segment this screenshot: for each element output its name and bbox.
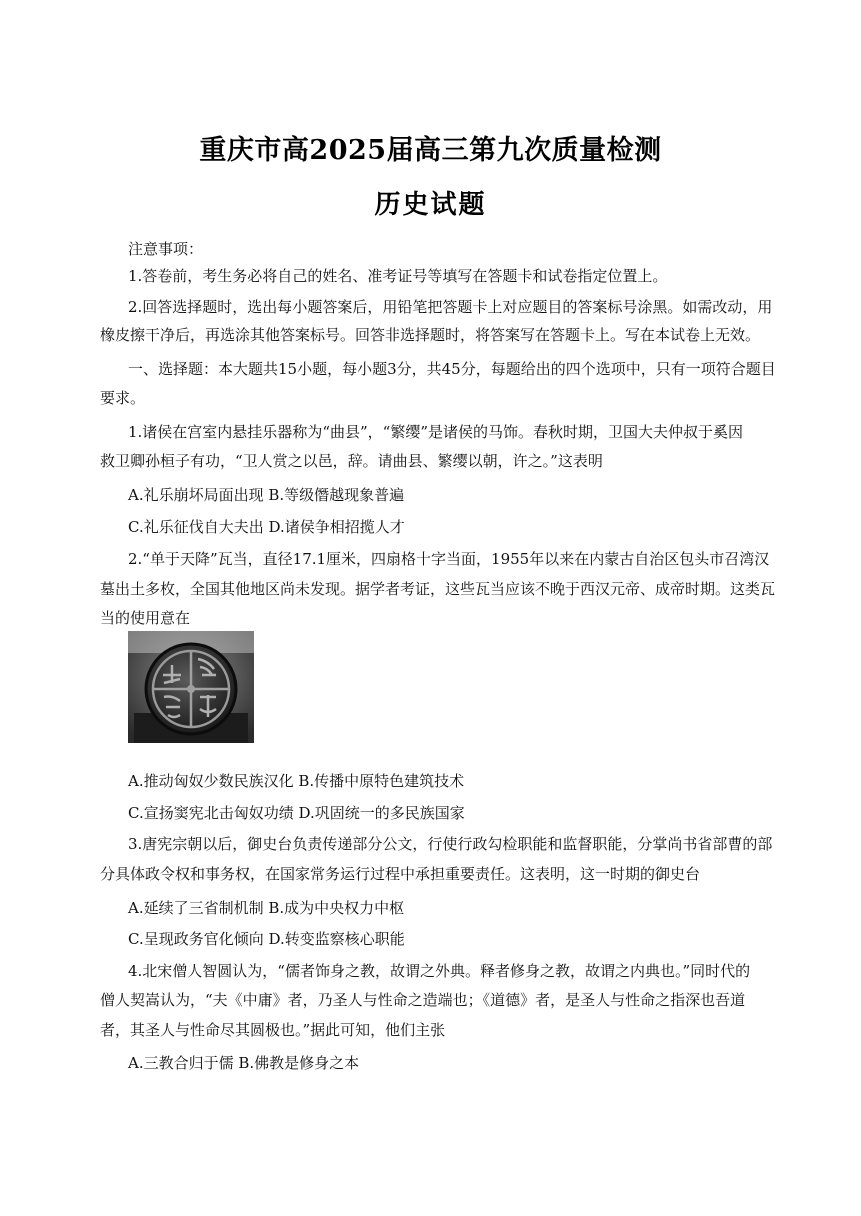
q3-options-ab: A.延续了三省制机制 B.成为中央权力中枢 xyxy=(128,899,405,917)
q1-options-ab: A.礼乐崩坏局面出现 B.等级僭越现象普遍 xyxy=(128,486,405,504)
notice-item-2-line-1: 2.回答选择题时，选出每小题答案后，用铅笔把答题卡上对应题目的答案标号涂黑。如需改动，用 xyxy=(128,298,773,316)
notice-item-1: 1.答卷前，考生务必将自己的姓名、准考证号等填写在答题卡和试卷指定位置上。 xyxy=(128,267,668,285)
q1-stem-line-2: 救卫卿孙桓子有功，“卫人赏之以邑，辞。请曲县、繁缨以朝，许之。”这表明 xyxy=(100,452,603,470)
exam-subtitle: 历史试题 xyxy=(374,190,487,220)
q3-stem-line-2: 分具体政令权和事务权，在国家常务运行过程中承担重要责任。这表明，这一时期的御史台 xyxy=(100,865,701,883)
notice-heading: 注意事项： xyxy=(128,240,204,258)
q3-stem-line-1: 3.唐宪宗朝以后，御史台负责传递部分公文，行使行政勾检职能和监督职能，分掌尚书省部曹的部 xyxy=(128,835,773,853)
q4-stem-line-2: 僧人契嵩认为，“夫《中庸》者，乃圣人与性命之造端也；《道德》者，是圣人与性命之指深也吾道 xyxy=(100,991,746,1009)
q2-stem-line-3: 当的使用意在 xyxy=(100,609,191,627)
q1-stem-line-1: 1.诸侯在宫室内悬挂乐器称为“曲县”，“繁缨”是诸侯的马饰。春秋时期，卫国大夫仲叔于奚因 xyxy=(128,423,743,441)
roof-tile-end-image xyxy=(128,631,254,743)
q4-options-ab: A.三教合归于儒 B.佛教是修身之本 xyxy=(128,1054,360,1072)
section-heading-line-1: 一、选择题：本大题共15小题，每小题3分，共45分，每题给出的四个选项中，只有一项符合题目 xyxy=(128,360,776,378)
q2-options-ab: A.推动匈奴少数民族汉化 B.传播中原特色建筑技术 xyxy=(128,772,465,790)
exam-title: 重庆市高2025届高三第九次质量检测 xyxy=(199,135,662,166)
q3-options-cd: C.呈现政务官化倾向 D.转变监察核心职能 xyxy=(128,930,405,948)
q1-options-cd: C.礼乐征伐自大夫出 D.诸侯争相招揽人才 xyxy=(128,518,405,536)
q2-stem-line-1: 2.“单于天降”瓦当，直径17.1厘米，四扇格十字当面，1955年以来在内蒙古自治区包头市召湾汉 xyxy=(128,550,770,568)
wadang-photo xyxy=(128,631,254,743)
q2-stem-line-2: 墓出土多枚，全国其他地区尚未发现。据学者考证，这些瓦当应该不晚于西汉元帝、成帝时期。这类瓦 xyxy=(100,580,776,598)
section-heading-line-2: 要求。 xyxy=(100,389,146,407)
q4-stem-line-3: 者，其圣人与性命尽其圆极也。”据此可知，他们主张 xyxy=(100,1021,446,1039)
notice-item-2-line-2: 橡皮擦干净后，再选涂其他答案标号。回答非选择题时，将答案写在答题卡上。写在本试卷上无效。 xyxy=(100,326,761,344)
q4-stem-line-1: 4.北宋僧人智圆认为，“儒者饰身之教，故谓之外典。释者修身之教，故谓之内典也。”同时代的 xyxy=(128,962,751,980)
q2-options-cd: C.宣扬窦宪北击匈奴功绩 D.巩固统一的多民族国家 xyxy=(128,804,465,822)
